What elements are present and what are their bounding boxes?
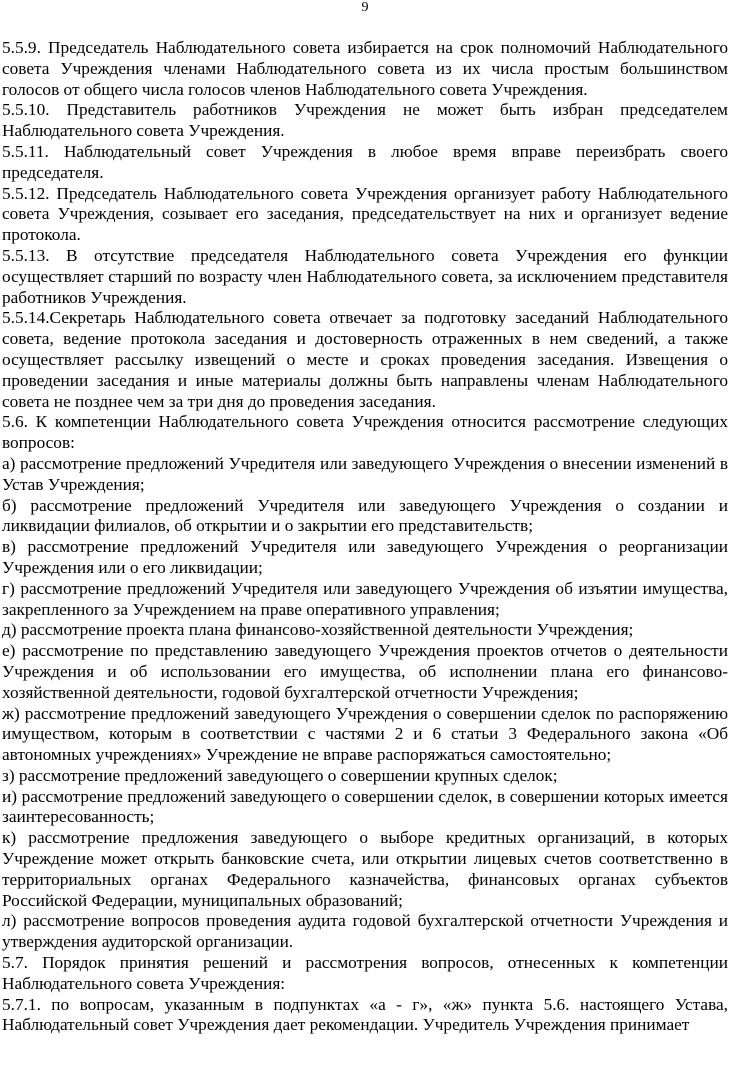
- document-body: [2, 38, 728, 1036]
- paragraph-5-5-10: 5.5.10. Представитель работников Учреждения не может быть избран председателем Наблюдательного совета Учреждения.: [2, 100, 728, 141]
- page-number: 9: [361, 0, 369, 15]
- list-item-k: к) рассмотрение предложения заведующего о выборе кредитных организаций, в которых Учреждение может открыть банковские счета, или открытии лицевых счетов соответственно в территориальных органах Федерального казначейства, финансовых органах субъектов Российской Федерации, муниципальных образований;: [2, 828, 728, 910]
- paragraph-5-5-9: 5.5.9. Председатель Наблюдательного совета избирается на срок полномочий Наблюдательного совета Учреждения членами Наблюдательного совета из их числа простым большинством голосов от общего числа голосов членов Наблюдательного совета Учреждения.: [2, 38, 728, 99]
- list-item-g: г) рассмотрение предложений Учредителя или заведующего Учреждения об изъятии имущества, закрепленного за Учреждением на праве оперативного управления;: [2, 578, 728, 619]
- list-item-v: в) рассмотрение предложений Учредителя или заведующего Учреждения о реорганизации Учреждения или о его ликвидации;: [2, 537, 728, 577]
- paragraph-5-6: 5.6. К компетенции Наблюдательного совета Учреждения относится рассмотрение следующих вопросов:: [2, 412, 728, 453]
- list-item-z: з) рассмотрение предложений заведующего о совершении крупных сделок;: [2, 765, 558, 785]
- list-item-e: е) рассмотрение по представлению заведующего Учреждения проектов отчетов о деятельности Учреждения и об использовании его имущества, об исполнении плана его финансово-хозяйственной деятельности, годовой бухгалтерской отчетности Учреждения;: [2, 641, 728, 702]
- list-item-d: д) рассмотрение проекта плана финансово-хозяйственной деятельности Учреждения;: [2, 620, 634, 640]
- paragraph-5-5-11: 5.5.11. Наблюдательный совет Учреждения в любое время вправе переизбрать своего председателя.: [2, 141, 728, 182]
- list-item-b: б) рассмотрение предложений Учредителя или заведующего Учреждения о создании и ликвидации филиалов, об открытии и о закрытии его представительств;: [2, 495, 728, 536]
- paragraph-5-5-13: 5.5.13. В отсутствие председателя Наблюдательного совета Учреждения его функции осуществляет старший по возрасту член Наблюдательного совета, за исключением представителя работников Учреждения.: [2, 245, 728, 307]
- list-item-a: а) рассмотрение предложений Учредителя или заведующего Учреждения о внесении изменений в Устав Учреждения;: [2, 453, 728, 494]
- list-item-i: и) рассмотрение предложений заведующего о совершении сделок, в совершении которых имеется заинтересованность;: [2, 786, 728, 827]
- paragraph-5-5-14: 5.5.14.Секретарь Наблюдательного совета отвечает за подготовку заседаний Наблюдательного совета, ведение протокола заседания и достоверность отраженных в нем сведений, а также осуществляет рассылку извещений о месте и сроках проведения заседания. Извещения о проведении заседания и иные материалы должны быть направлены членам Наблюдательного совета не позднее чем за три дня до проведения заседания.: [2, 308, 728, 411]
- list-item-l: л) рассмотрение вопросов проведения аудита годовой бухгалтерской отчетности Учреждения и утверждения аудиторской организации.: [2, 911, 728, 952]
- paragraph-5-7-1: 5.7.1. по вопросам, указанным в подпунктах «а - г», «ж» пункта 5.6. настоящего Устава, Наблюдательный совет Учреждения дает рекомендации. Учредитель Учреждения принимает: [2, 994, 728, 1035]
- paragraph-5-7: 5.7. Порядок принятия решений и рассмотрения вопросов, отнесенных к компетенции Наблюдательного совета Учреждения:: [2, 953, 728, 993]
- paragraph-5-5-12: 5.5.12. Председатель Наблюдательного совета Учреждения организует работу Наблюдательного совета Учреждения, созывает его заседания, председательствует на них и организует ведение протокола.: [2, 183, 728, 245]
- list-item-zh: ж) рассмотрение предложений заведующего Учреждения о совершении сделок по распоряжению имуществом, которым в соответствии с частями 2 и 6 статьи 3 Федерального закона «Об автономных учреждениях» Учреждение не вправе распоряжаться самостоятельно;: [2, 703, 728, 765]
